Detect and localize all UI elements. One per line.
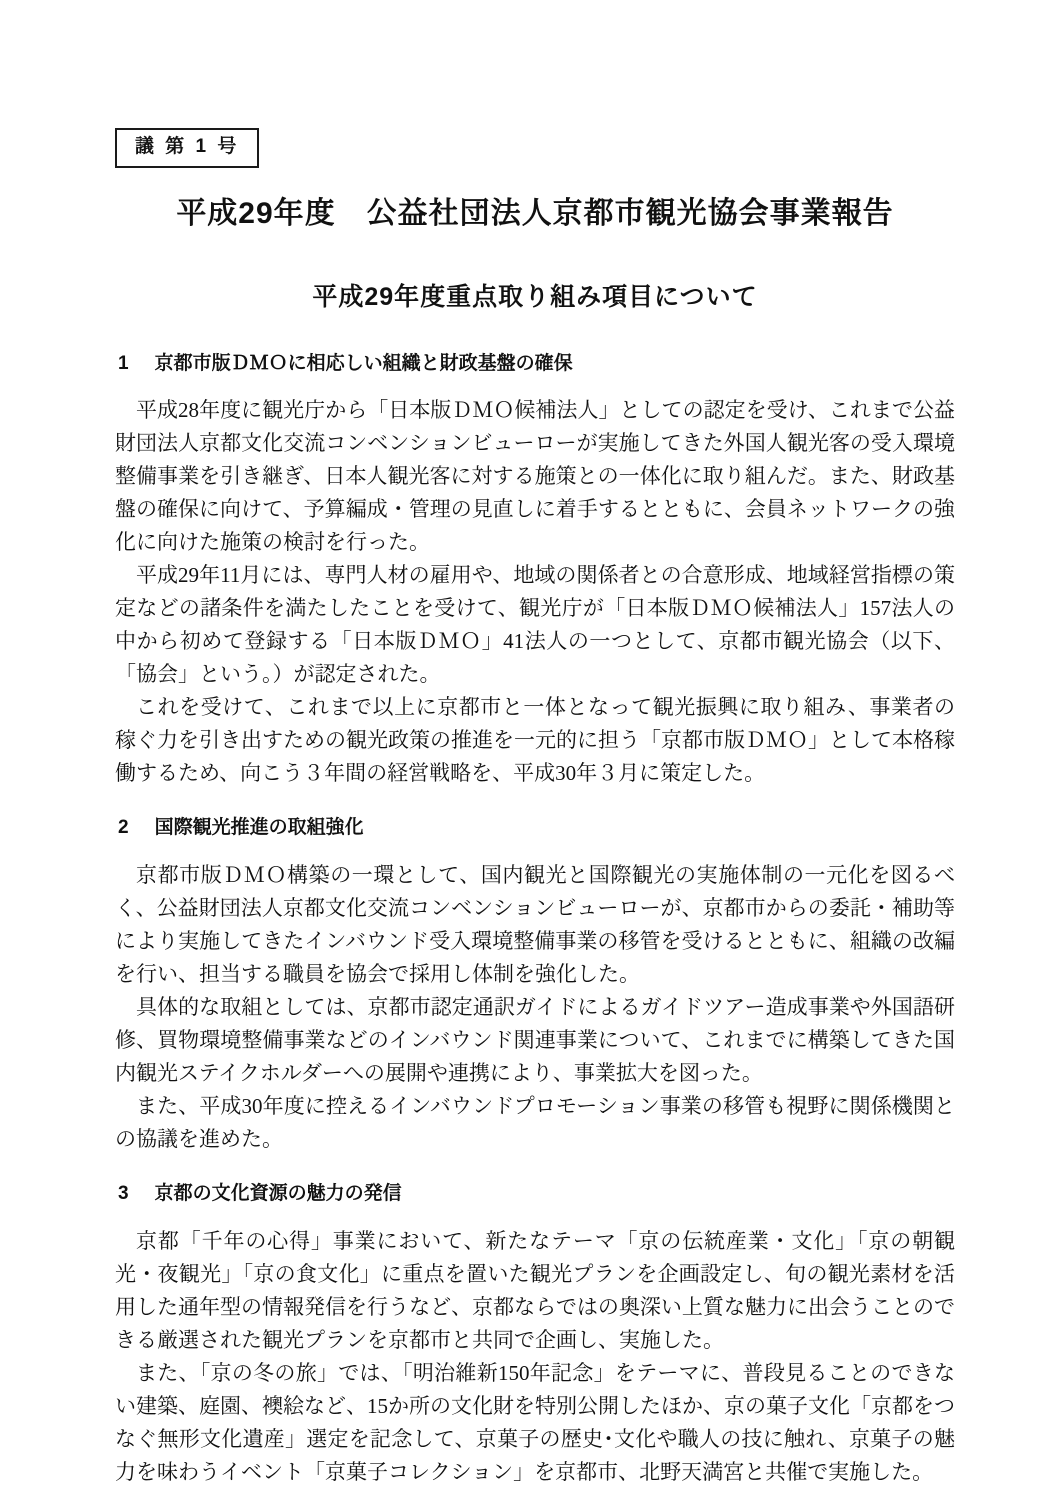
paragraph: 具体的な取組としては、京都市認定通訳ガイドによるガイドツアー造成事業や外国語研修、買物環境整備事業などのインバウンド関連事業について、これまでに構築してきた国内観光ステイクホルダーへの展開や連携により、事業拡大を図った。 xyxy=(115,995,955,1086)
document-title: 平成29年度 公益社団法人京都市観光協会事業報告 xyxy=(176,196,894,230)
section-2-title: 国際観光推進の取組強化 xyxy=(154,817,364,839)
section-1-body xyxy=(115,394,955,790)
section-2-heading xyxy=(115,816,955,841)
paragraph: 京都「千年の心得」事業において、新たなテーマ「京の伝統産業・文化」「京の朝観光・夜観光」「京の食文化」に重点を置いた観光プランを企画設定し、旬の観光素材を活用した通年型の情報発信を行うなど、京都ならではの奥深い上質な魅力に出会うことのできる厳選された観光プランを京都市と共同で企画し、実施した。 xyxy=(115,1228,955,1352)
sections-container xyxy=(115,352,955,1489)
section-2-body xyxy=(115,859,955,1156)
paragraph: また、「京の冬の旅」では、「明治維新150年記念」をテーマに、普段見ることのできない建築、庭園、襖絵など、15か所の文化財を特別公開したほか、京の菓子文化「京都をつなぐ無形文化遺産」選定を記念して、京菓子の歴史･文化や職人の技に触れ、京菓子の魅力を味わうイベント「京菓子コレクション」を京都市、北野天満宮と共催で実施した。 xyxy=(115,1360,955,1484)
section-3-number: 3 xyxy=(118,1183,129,1205)
section-1 xyxy=(115,352,955,791)
section-3-title: 京都の文化資源の魅力の発信 xyxy=(154,1183,402,1205)
section-3-body xyxy=(115,1225,955,1489)
section-1-title: 京都市版ＤＭＯに相応しい組織と財政基盤の確保 xyxy=(154,352,573,374)
paragraph: 京都市版ＤＭＯ構築の一環として、国内観光と国際観光の実施体制の一元化を図るべく、公益財団法人京都文化交流コンベンションビューローが、京都市からの委託・補助等により実施してきたインバウンド受入環境整備事業の移管を受けるとともに、組織の改編を行い、担当する職員を協会で採用し体制を強化した。 xyxy=(115,863,955,987)
document-subtitle: 平成29年度重点取り組み項目について xyxy=(312,282,758,311)
section-2 xyxy=(115,816,955,1156)
section-2-number: 2 xyxy=(118,817,129,839)
doc-number-box xyxy=(115,128,259,168)
section-1-number: 1 xyxy=(118,352,129,374)
doc-number-label: 議 第 1 号 xyxy=(135,136,240,157)
section-1-heading xyxy=(115,352,955,377)
paragraph: また、平成30年度に控えるインバウンドプロモーション事業の移管も視野に関係機関との協議を進めた。 xyxy=(115,1094,955,1152)
section-3-heading xyxy=(115,1182,955,1207)
paragraph: 平成29年11月には、専門人材の雇用や、地域の関係者との合意形成、地域経営指標の策定などの諸条件を満たしたことを受けて、観光庁が「日本版ＤＭＯ候補法人」157法人の中から初めて登録する「日本版ＤＭＯ」41法人の一つとして、京都市観光協会（以下、「協会」という。）が認定された。 xyxy=(115,563,955,687)
paragraph: 平成28年度に観光庁から「日本版ＤＭＯ候補法人」としての認定を受け、これまで公益財団法人京都文化交流コンベンションビューローが実施してきた外国人観光客の受入環境整備事業を引き継ぎ、日本人観光客に対する施策との一体化に取り組んだ。また、財政基盤の確保に向けて、予算編成・管理の見直しに着手するとともに、会員ネットワークの強化に向けた施策の検討を行った。 xyxy=(115,398,956,555)
paragraph: これを受けて、これまで以上に京都市と一体となって観光振興に取り組み、事業者の稼ぐ力を引き出すための観光政策の推進を一元的に担う「京都市版ＤＭＯ」として本格稼働するため、向こう３年間の経営戦略を、平成30年３月に策定した。 xyxy=(115,695,955,786)
section-3 xyxy=(115,1182,955,1489)
